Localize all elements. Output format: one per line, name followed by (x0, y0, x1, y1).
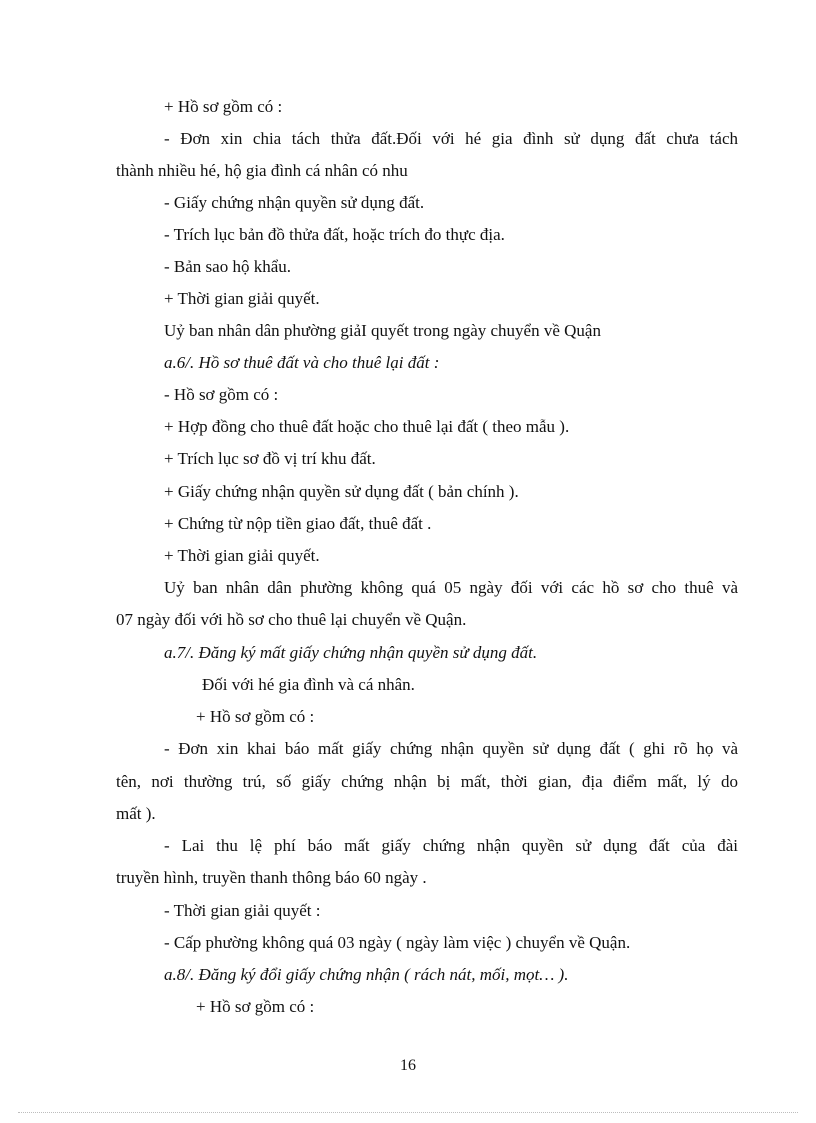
text-line: truyền hình, truyền thanh thông báo 60 ngày . (116, 868, 427, 887)
text-line: + Hồ sơ gồm có : (196, 997, 315, 1016)
text-line: Đối với hé gia đình và cá nhân. (202, 675, 415, 694)
page-number: 16 (400, 1057, 416, 1074)
text-line: + Chứng từ nộp tiền giao đất, thuê đất . (164, 514, 432, 533)
section-heading: a.7/. Đăng ký mất giấy chứng nhận quyền sử dụng đất. (164, 643, 538, 662)
text-line: - Hồ sơ gồm có : (164, 385, 279, 404)
section-heading: a.8/. Đăng ký đổi giấy chứng nhận ( rách nát, mối, mọt… ). (164, 965, 569, 984)
text-line: - Trích lục bản đồ thửa đất, hoặc trích đo thực địa. (164, 225, 505, 244)
text-line: + Hồ sơ gồm có : (164, 97, 283, 116)
text-line: + Trích lục sơ đồ vị trí khu đất. (164, 449, 376, 468)
section-heading: a.6/. Hồ sơ thuê đất và cho thuê lại đất : (164, 353, 440, 372)
text-line: - Giấy chứng nhận quyền sử dụng đất. (164, 193, 425, 212)
text-line: Uỷ ban nhân dân phường không quá 05 ngày đối với các hồ sơ cho thuê và (164, 578, 738, 597)
text-line: - Thời gian giải quyết : (164, 901, 321, 920)
text-line: tên, nơi thường trú, số giấy chứng nhận bị mất, thời gian, địa điểm mất, lý do (116, 772, 738, 791)
text-line: Uỷ ban nhân dân phường giảI quyết trong ngày chuyển về Quận (164, 321, 601, 340)
text-line: thành nhiều hé, hộ gia đình cá nhân có nhu (116, 161, 408, 180)
text-line: - Cấp phường không quá 03 ngày ( ngày làm việc ) chuyển về Quận. (164, 933, 631, 952)
text-line: + Hồ sơ gồm có : (196, 707, 315, 726)
text-line: - Lai thu lệ phí báo mất giấy chứng nhận quyền sử dụng đất của đài (164, 836, 738, 855)
text-line: - Đơn xin khai báo mất giấy chứng nhận quyền sử dụng đất ( ghi rõ họ và (164, 739, 738, 758)
page-bottom-divider (18, 1112, 798, 1113)
text-line: + Hợp đồng cho thuê đất hoặc cho thuê lại đất ( theo mẫu ). (164, 417, 570, 436)
text-line: - Đơn xin chia tách thửa đất.Đối với hé gia đình sử dụng đất chưa tách (164, 129, 738, 148)
text-line: + Thời gian giải quyết. (164, 546, 320, 565)
text-line: - Bản sao hộ khẩu. (164, 257, 292, 276)
text-line: + Thời gian giải quyết. (164, 289, 320, 308)
text-line: mất ). (116, 804, 156, 823)
text-line: + Giấy chứng nhận quyền sử dụng đất ( bản chính ). (164, 482, 519, 501)
text-line: 07 ngày đối với hồ sơ cho thuê lại chuyển về Quận. (116, 610, 467, 629)
